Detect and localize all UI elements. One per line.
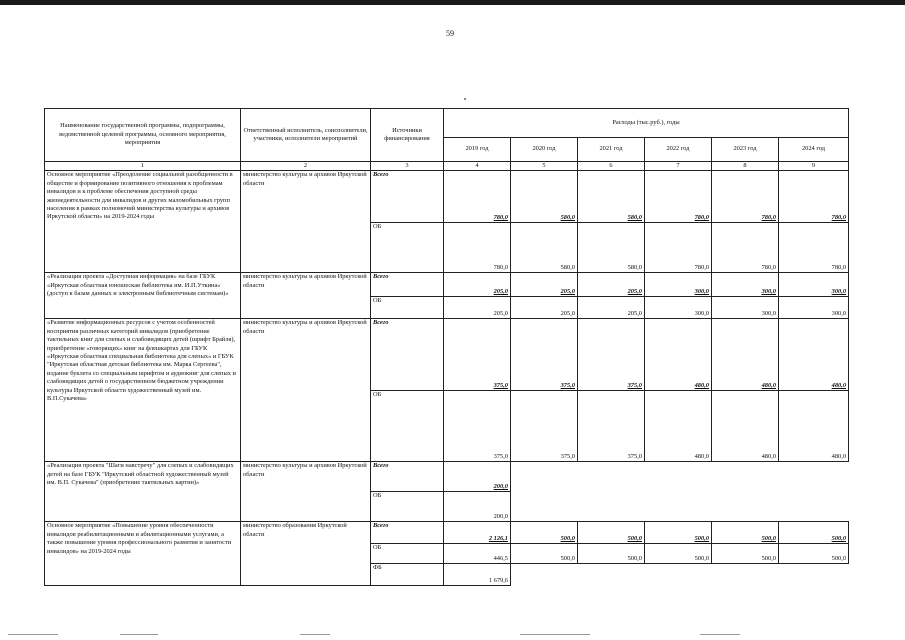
value-cell: 500,0 bbox=[779, 544, 849, 564]
value-cell: 500,0 bbox=[779, 522, 849, 544]
value-cell: 780,0 bbox=[779, 223, 849, 273]
value-cell: 500,0 bbox=[645, 544, 712, 564]
page-number: 59 bbox=[446, 29, 454, 38]
value-cell: 480,0 bbox=[779, 319, 849, 391]
value-cell: 580,0 bbox=[511, 171, 578, 223]
header-executor: Ответственный исполнитель, соисполнители, участники, исполнители мероприятий bbox=[241, 109, 371, 162]
source-federal: ФБ bbox=[371, 564, 444, 586]
executor: министерство культуры и архивов Иркутской области bbox=[241, 319, 371, 462]
source-regional: ОБ bbox=[371, 223, 444, 273]
value-cell: 780,0 bbox=[779, 171, 849, 223]
value-cell: 780,0 bbox=[645, 223, 712, 273]
source-total: Всего bbox=[371, 319, 444, 391]
value-cell: 200,0 bbox=[444, 462, 511, 492]
value-cell: 300,0 bbox=[712, 297, 779, 319]
header-expenses: Расходы (тыс.руб.), годы bbox=[444, 109, 849, 138]
value-cell: 205,0 bbox=[444, 297, 511, 319]
program-name: «Реализация проекта "Шаги навстречу" для слепых и слабовидящих детей на базе ГБУК "Иркутский областной художественный музей им. В.П. Сукачева" (приобретение тактильных картин)» bbox=[45, 462, 241, 522]
table-row bbox=[45, 319, 849, 391]
value-cell: 500,0 bbox=[712, 544, 779, 564]
value-cell: 300,0 bbox=[712, 273, 779, 297]
header-year: 2024 год bbox=[779, 138, 849, 162]
executor: министерство образования Иркутской области bbox=[241, 522, 371, 586]
table-row bbox=[45, 522, 849, 544]
value-cell: 446,5 bbox=[444, 544, 511, 564]
column-number: 5 bbox=[511, 162, 578, 171]
value-cell: 500,0 bbox=[511, 522, 578, 544]
value-cell: 2 126,1 bbox=[444, 522, 511, 544]
header-year: 2023 год bbox=[712, 138, 779, 162]
value-cell: 375,0 bbox=[444, 391, 511, 462]
program-name: Основное мероприятие «Повышение уровня обеспеченности инвалидов реабилитационными и абилитационными услугами, а также повышение уровня профессионального развития и занятости инвалидов» на 2019-2024 годы bbox=[45, 522, 241, 586]
value-cell: 480,0 bbox=[779, 391, 849, 462]
column-number-row bbox=[45, 162, 849, 171]
table-row bbox=[45, 273, 849, 297]
table-row bbox=[45, 171, 849, 223]
value-cell: 780,0 bbox=[712, 223, 779, 273]
source-total: Всего bbox=[371, 462, 444, 492]
value-cell: 205,0 bbox=[578, 273, 645, 297]
value-cell: 780,0 bbox=[444, 223, 511, 273]
source-regional: ОБ bbox=[371, 391, 444, 462]
executor: министерство культуры и архивов Иркутской области bbox=[241, 462, 371, 522]
empty-area bbox=[511, 564, 849, 586]
header-funding-source: Источники финансирования bbox=[371, 109, 444, 162]
scan-speck bbox=[464, 98, 466, 100]
column-number: 3 bbox=[371, 162, 444, 171]
column-number: 8 bbox=[712, 162, 779, 171]
source-regional: ОБ bbox=[371, 492, 444, 522]
column-number: 4 bbox=[444, 162, 511, 171]
value-cell: 580,0 bbox=[511, 223, 578, 273]
value-cell: 780,0 bbox=[712, 171, 779, 223]
value-cell: 300,0 bbox=[645, 297, 712, 319]
budget-table bbox=[44, 108, 849, 586]
source-total: Всего bbox=[371, 171, 444, 223]
header-year: 2021 год bbox=[578, 138, 645, 162]
header-year: 2019 год bbox=[444, 138, 511, 162]
column-number: 1 bbox=[45, 162, 241, 171]
value-cell: 375,0 bbox=[511, 319, 578, 391]
program-name: Основное мероприятие «Преодоление социальной разобщенности в обществе и формирование позитивного отношения к проблемам инвалидов и к проблеме обеспечения доступной среды жизнедеятельности для инвалидов и других маломобильных групп населения в рамках полномочий министерства культуры и архивов Иркутской области» на 2019-2024 годы bbox=[45, 171, 241, 273]
value-cell: 500,0 bbox=[712, 522, 779, 544]
value-cell: 205,0 bbox=[578, 297, 645, 319]
program-name: «Развитие информационных ресурсов с учетом особенностей восприятия различных категорий инвалидов (приобретение тактильных книг для слепых и слабовидящих детей (шрифт Брайля), приобретение «говорящих» книг на флешкартах для ГБУК «Иркутская областная специальная библиотека для слепых» и ГБУК "Иркутская областная детская библиотека им. Марка Сергеева", издание буклета со специальным шрифтом и аудиокниг для слепых и слабовидящих детей о государственном бюджетном учреждении культуры Иркутской области художественный музей им. В.П.Сукачева» bbox=[45, 319, 241, 462]
column-number: 7 bbox=[645, 162, 712, 171]
source-total: Всего bbox=[371, 273, 444, 297]
value-cell: 500,0 bbox=[511, 544, 578, 564]
value-cell: 580,0 bbox=[578, 223, 645, 273]
source-regional: ОБ bbox=[371, 297, 444, 319]
header-program-name: Наименование государственной программы, подпрограммы, ведомственной целевой программы, основного мероприятия, мероприятия bbox=[45, 109, 241, 162]
value-cell: 780,0 bbox=[444, 171, 511, 223]
value-cell: 480,0 bbox=[712, 319, 779, 391]
value-cell: 580,0 bbox=[578, 171, 645, 223]
value-cell: 480,0 bbox=[645, 319, 712, 391]
value-cell: 375,0 bbox=[578, 319, 645, 391]
source-regional: ОБ bbox=[371, 544, 444, 564]
scan-bottom-marks bbox=[0, 630, 905, 640]
executor: министерство культуры и архивов Иркутской области bbox=[241, 171, 371, 273]
value-cell: 300,0 bbox=[645, 273, 712, 297]
column-number: 2 bbox=[241, 162, 371, 171]
value-cell: 780,0 bbox=[645, 171, 712, 223]
header-year: 2020 год bbox=[511, 138, 578, 162]
value-cell: 205,0 bbox=[511, 297, 578, 319]
source-total: Всего bbox=[371, 522, 444, 544]
scan-top-border bbox=[0, 0, 905, 5]
value-cell: 205,0 bbox=[444, 273, 511, 297]
header-year: 2022 год bbox=[645, 138, 712, 162]
value-cell: 375,0 bbox=[578, 391, 645, 462]
value-cell: 200,0 bbox=[444, 492, 511, 522]
column-number: 9 bbox=[779, 162, 849, 171]
executor: министерство культуры и архивов Иркутской области bbox=[241, 273, 371, 319]
program-name: «Реализация проекта «Доступная информация» на базе ГБУК «Иркутская областная юношеская библиотека им. И.П.Уткина» (доступ к базам данных и электронным библиотечным системам)» bbox=[45, 273, 241, 319]
value-cell: 500,0 bbox=[578, 522, 645, 544]
value-cell: 480,0 bbox=[712, 391, 779, 462]
value-cell: 300,0 bbox=[779, 297, 849, 319]
value-cell: 500,0 bbox=[645, 522, 712, 544]
table-row bbox=[45, 462, 849, 492]
value-cell: 500,0 bbox=[578, 544, 645, 564]
value-cell: 1 679,6 bbox=[444, 564, 511, 586]
value-cell: 205,0 bbox=[511, 273, 578, 297]
column-number: 6 bbox=[578, 162, 645, 171]
empty-area bbox=[511, 462, 849, 522]
value-cell: 375,0 bbox=[444, 319, 511, 391]
value-cell: 300,0 bbox=[779, 273, 849, 297]
value-cell: 375,0 bbox=[511, 391, 578, 462]
value-cell: 480,0 bbox=[645, 391, 712, 462]
